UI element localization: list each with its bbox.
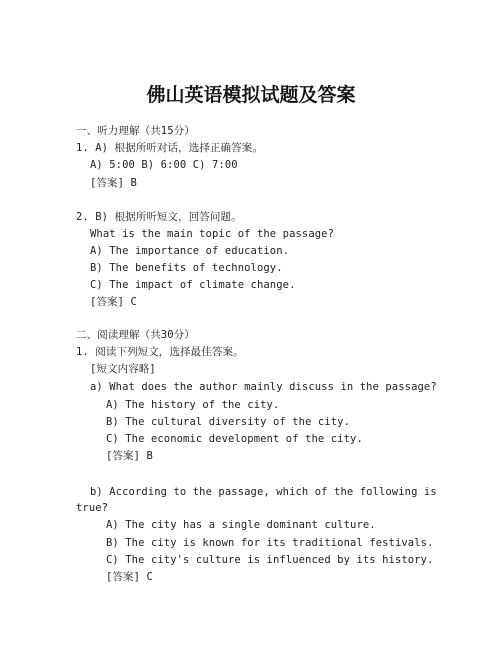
q1-options: A) 5:00 B) 6:00 C) 7:00 <box>90 159 238 171</box>
q2-option-a: A) The importance of education. <box>90 245 290 257</box>
q2-answer: [答案] C <box>90 296 137 308</box>
section-1-heading: 一、听力理解（共15分） <box>76 125 195 137</box>
qb-answer: [答案] C <box>106 571 153 583</box>
q2-option-b: B) The benefits of technology. <box>90 262 283 274</box>
q2-question: What is the main topic of the passage? <box>90 228 335 240</box>
qa-answer: [答案] B <box>106 450 153 462</box>
qa-option-a: A) The history of the city. <box>106 399 280 411</box>
q1-prompt: 1. A) 根据所听对话，选择正确答案。 <box>76 142 263 154</box>
qb-option-c: C) The city's culture is influenced by its history. <box>106 554 434 566</box>
passage-placeholder: [短文内容略] <box>90 363 156 375</box>
qa-option-b: B) The cultural diversity of the city. <box>106 416 351 428</box>
qa-option-c: C) The economic development of the city. <box>106 433 363 445</box>
qb-question-line1: b) According to the passage, which of the following is <box>90 486 437 498</box>
q1-answer: [答案] B <box>90 177 137 189</box>
qb-question-line2: true? <box>76 502 109 514</box>
qb-option-b: B) The city is known for its traditional festivals. <box>106 537 434 549</box>
page-title: 佛山英语模拟试题及答案 <box>146 84 356 106</box>
q2-prompt: 2. B) 根据所听短文，回答问题。 <box>76 211 242 223</box>
qa-question: a) What does the author mainly discuss in the passage? <box>90 381 437 393</box>
q2-option-c: C) The impact of climate change. <box>90 279 296 291</box>
section-2-heading: 二、阅读理解（共30分） <box>76 329 195 341</box>
reading-q1-prompt: 1. 阅读下列短文，选择最佳答案。 <box>76 346 244 358</box>
qb-option-a: A) The city has a single dominant culture. <box>106 519 376 531</box>
